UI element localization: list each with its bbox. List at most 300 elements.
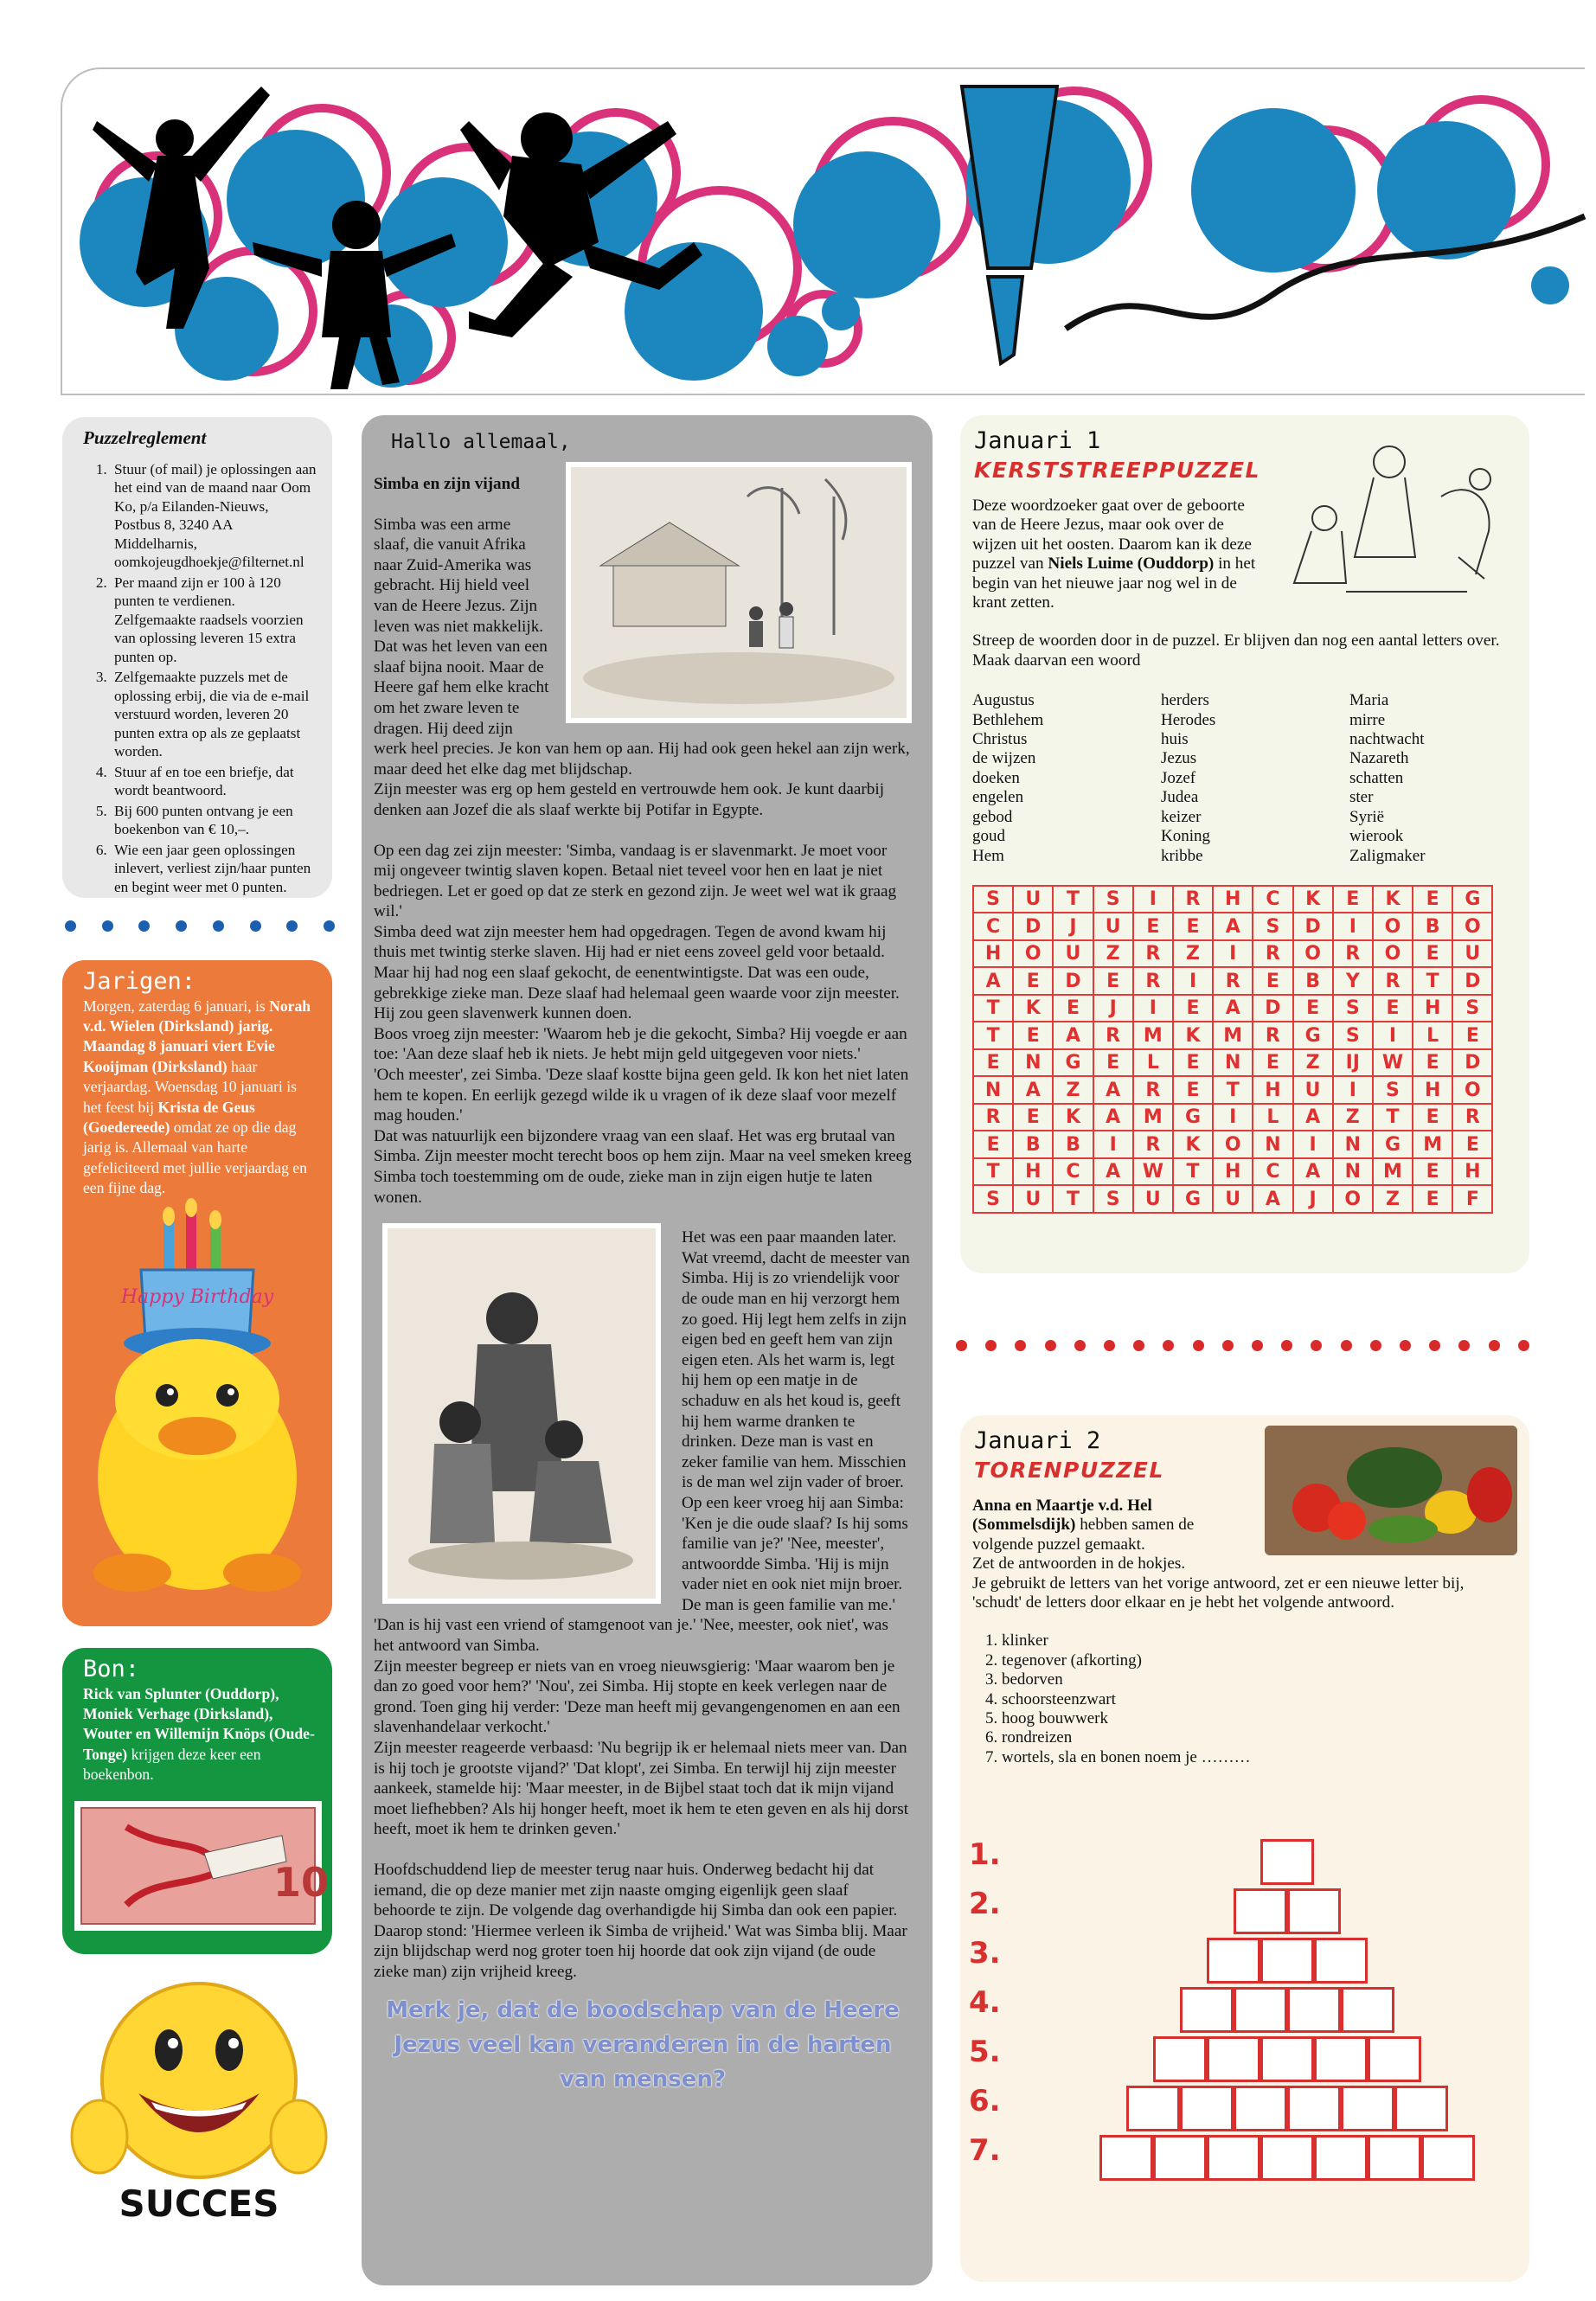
tower-box[interactable]	[1314, 2036, 1368, 2082]
tower-box[interactable]	[1180, 2086, 1234, 2131]
tower-box[interactable]	[1314, 1938, 1368, 1984]
tower-row-label: 5.	[969, 2035, 1001, 2069]
grid-cell[interactable]: M	[1374, 1159, 1413, 1187]
grid-cell[interactable]: S	[1334, 1022, 1374, 1050]
grid-cell[interactable]: C	[1253, 1159, 1293, 1187]
word-list-item: schatten	[1349, 768, 1404, 787]
word-list-item: mirre	[1349, 710, 1386, 729]
grid-cell[interactable]: H	[974, 941, 1014, 969]
grid-cell[interactable]: S	[1094, 1186, 1134, 1214]
grid-cell[interactable]: S	[974, 887, 1014, 914]
hut-sketch-image	[566, 462, 912, 723]
grid-cell[interactable]: T	[974, 996, 1014, 1023]
jan2-intro-2: Zet de antwoorden in de hokjes.	[972, 1554, 1186, 1574]
rule-text: Zelfgemaakte puzzels met de oplossing erbij, die via de e-mail verstuurd worden, leveren 20 punten extra op als ze geplaatst worden.	[114, 669, 310, 760]
grid-cell[interactable]: O	[1453, 913, 1493, 941]
succes-smiley	[69, 1964, 329, 2240]
grid-cell[interactable]: I	[1334, 1077, 1374, 1105]
rule-item	[111, 460, 318, 572]
jan2-title: TORENPUZZEL	[974, 1458, 1164, 1483]
grid-cell[interactable]: J	[1294, 1186, 1334, 1214]
grid-cell[interactable]: A	[1054, 1022, 1093, 1050]
word-list-item: goud	[972, 827, 1005, 846]
tower-row-label: 4.	[969, 1985, 1001, 2020]
grid-cell[interactable]: K	[1174, 1131, 1214, 1159]
grid-cell[interactable]: E	[1174, 913, 1214, 941]
clue-item: 5. hoog bouwwerk	[1002, 1709, 1517, 1728]
story-greeting: Hallo allemaal,	[391, 431, 571, 453]
word-list-item: Herodes	[1161, 710, 1216, 729]
grid-cell[interactable]: E	[1054, 996, 1093, 1023]
birthdays-box	[62, 960, 332, 1626]
rule-text: Per maand zijn er 100 à 120 punten te verdienen. Zelfgemaakte raadsels voorzien van oplossing leveren 15 extra punten op.	[114, 574, 304, 665]
grid-cell[interactable]: C	[1054, 1159, 1093, 1187]
rule-text: Stuur (of mail) je oplossingen aan het eind van de maand naar Oom Ko, p/a Eilanden-Nieuws, Postbus 8, 3240 AA Middelharnis, oomkojeugdhoekje@filternet.nl	[114, 460, 317, 570]
grid-cell[interactable]: H	[1214, 887, 1253, 914]
grid-cell[interactable]: Z	[1374, 1186, 1413, 1214]
voucher-title: Bon:	[83, 1656, 140, 1682]
word-list-item: ster	[1349, 788, 1374, 807]
grid-cell[interactable]: R	[1174, 887, 1214, 914]
story-body	[374, 474, 912, 1983]
word-list-item: kribbe	[1161, 846, 1203, 865]
word-list-item: Zaligmaker	[1349, 846, 1426, 865]
grid-cell[interactable]: E	[974, 1131, 1014, 1159]
grid-cell[interactable]: T	[1174, 1159, 1214, 1187]
jan1-intro-a: Deze woordzoeker gaat over de geboorte van de Heere Jezus, maar ook over de wijzen uit het oosten. Daarom kan ik deze puzzel van	[972, 497, 1252, 574]
grid-cell[interactable]: R	[1453, 1105, 1493, 1132]
birthday-text-3: omdat ze op die dag jarig is. Allemaal van harte gefeliciteerd met jullie verjaardag en een fijne dag.	[83, 1118, 307, 1197]
jan2-intro-3: Je gebruikt de letters van het vorige antwoord, zet er een nieuwe letter bij, 'schudt' de letters door elkaar en je hebt het volgende antwoord.	[972, 1574, 1465, 1612]
grid-cell[interactable]: E	[1014, 1105, 1054, 1132]
rule-item	[111, 668, 318, 761]
grid-cell[interactable]: E	[1174, 1050, 1214, 1078]
grid-cell[interactable]: N	[1214, 1050, 1253, 1078]
grid-cell[interactable]: A	[1094, 1159, 1134, 1187]
grid-cell[interactable]: Z	[1174, 941, 1214, 969]
word-list-item: Maria	[1349, 691, 1389, 710]
grid-cell[interactable]: J	[1054, 913, 1093, 941]
grid-cell[interactable]: D	[1014, 913, 1054, 941]
grid-cell[interactable]: J	[1094, 996, 1134, 1023]
jan1-word-list	[972, 691, 1517, 866]
birthday-names-1: Norah v.d. Wielen (Dirksland) jarig. Maandag 8 januari viert Evie Kooijman (Dirksland)	[83, 997, 311, 1075]
grid-cell[interactable]: D	[1453, 1050, 1493, 1078]
grid-cell[interactable]: K	[1374, 887, 1413, 914]
grid-cell[interactable]: L	[1134, 1050, 1174, 1078]
grid-cell[interactable]: G	[1174, 1186, 1214, 1214]
jan1-title: KERSTSTREEPPUZZEL	[974, 458, 1260, 483]
tower-box[interactable]	[1180, 1987, 1234, 2033]
blue-dot-divider	[65, 920, 335, 932]
puzzle-jan1	[960, 415, 1529, 1273]
rule-item	[111, 802, 318, 839]
word-list-item: Jozef	[1161, 768, 1196, 787]
story-paragraph: 'Och meester', zei Simba. 'Deze slaaf kostte bijna geen geld. Ik kon het niet laten hem te kopen. En eerlijk gezegd wilde ik u vragen of ik deze slaaf voor mezelf mag houden.'	[374, 1066, 909, 1125]
grid-cell[interactable]: N	[1253, 1131, 1293, 1159]
grid-cell[interactable]: Y	[1334, 968, 1374, 996]
header-banner	[61, 67, 1585, 395]
word-list-item: Christus	[972, 730, 1028, 749]
tower-row-label: 7.	[969, 2133, 1001, 2168]
grid-cell[interactable]: B	[1294, 968, 1334, 996]
word-search-grid	[972, 885, 1493, 1214]
grid-cell[interactable]: R	[1134, 1131, 1174, 1159]
grid-cell[interactable]: O	[1374, 941, 1413, 969]
tower-box[interactable]	[1314, 2135, 1368, 2181]
grid-cell[interactable]: A	[1094, 1077, 1134, 1105]
grid-cell[interactable]: W	[1134, 1159, 1174, 1187]
rule-text: Wie een jaar geen oplossingen inlevert, verliest zijn/haar punten en begint weer met 0 punten.	[114, 841, 311, 895]
grid-cell[interactable]: U	[1294, 1077, 1334, 1105]
tower-box[interactable]	[1099, 2135, 1153, 2181]
grid-cell[interactable]: S	[1094, 887, 1134, 914]
grid-cell[interactable]: E	[1413, 1186, 1453, 1214]
grid-cell[interactable]: A	[1214, 913, 1253, 941]
grid-cell[interactable]: B	[1014, 1131, 1054, 1159]
grid-cell[interactable]: I	[1214, 1105, 1253, 1132]
word-list-item: keizer	[1161, 807, 1202, 826]
grid-cell[interactable]: D	[1294, 913, 1334, 941]
word-list-item: Bethlehem	[972, 710, 1044, 729]
grid-cell[interactable]: L	[1253, 1105, 1293, 1132]
grid-cell[interactable]: O	[1374, 913, 1413, 941]
tower-box[interactable]	[1368, 2135, 1421, 2181]
jan2-intro-1: hebben samen de volgende puzzel gemaakt.	[972, 1516, 1195, 1554]
grid-cell[interactable]: D	[1054, 968, 1093, 996]
tower-box[interactable]	[1260, 1839, 1314, 1885]
jan2-clue-list	[972, 1631, 1517, 1767]
word-list-item: huis	[1161, 730, 1189, 749]
tower-box[interactable]	[1341, 1987, 1394, 2033]
tower-box[interactable]	[1234, 1987, 1287, 2033]
grid-cell[interactable]: K	[1054, 1105, 1093, 1132]
grid-cell[interactable]: S	[1453, 996, 1493, 1023]
clue-item: 4. schoorsteenzwart	[1002, 1690, 1517, 1709]
jan1-intro	[972, 497, 1258, 612]
rule-text: Bij 600 punten ontvang je een boekenbon van € 10,–.	[114, 802, 293, 837]
story-paragraph: Dat was natuurlijk een bijzondere vraag van een slaaf. Het was erg brutaal van Simba. Zijn meester mocht terecht boos op hem zijn. Maar na veel smeken kreeg Simba toch toestemming om de oude, zieke man in zijn eigen hutje te laten wonen.	[374, 1126, 912, 1207]
grid-cell[interactable]: H	[1014, 1159, 1054, 1187]
word-list-item: wierook	[1349, 827, 1404, 846]
grid-cell[interactable]: H	[1214, 1159, 1253, 1187]
grid-cell[interactable]: Z	[1334, 1105, 1374, 1132]
grid-cell[interactable]: A	[1253, 1186, 1293, 1214]
story-paragraph: Simba deed wat zijn meester hem had opgedragen. Tegen de avond kwam hij thuis met twintig sterke slaven. Hij had er niet eens zoveel geld voor betaald. Maar hij had nog een slaaf gekocht, de eenentwintigste. Dat was een oude, gebrekkige zieke man. Deze slaaf had helemaal geen waarde voor zijn meester. Hij zou geen slavenwerk kunnen doen.	[374, 922, 900, 1023]
rules-title: Puzzelreglement	[83, 427, 207, 448]
grid-cell[interactable]: S	[1253, 913, 1293, 941]
grid-cell[interactable]: I	[1214, 941, 1253, 969]
tower-box[interactable]	[1341, 2086, 1394, 2131]
grid-cell[interactable]: I	[1094, 1131, 1134, 1159]
tower-row-label: 1.	[969, 1837, 1001, 1872]
banner-illustration	[62, 69, 1585, 394]
grid-cell[interactable]: E	[1094, 1050, 1134, 1078]
grid-cell[interactable]: O	[1453, 1077, 1493, 1105]
voucher-box	[62, 1648, 332, 1954]
grid-cell[interactable]: S	[974, 1186, 1014, 1214]
grid-cell[interactable]: E	[1413, 887, 1453, 914]
grid-cell[interactable]: T	[1054, 1186, 1093, 1214]
grid-cell[interactable]: O	[1014, 941, 1054, 969]
jan2-date: Januari 2	[974, 1427, 1101, 1454]
tower-box[interactable]	[1260, 1938, 1314, 1984]
grid-cell[interactable]: O	[1214, 1131, 1253, 1159]
story-paragraph: Op een keer vroeg hij aan Simba: 'Ken je die oude slaaf? Is hij soms familie van je?' 'Nee, meester', antwoordde Simba. 'Hij is mijn vader niet en ook niet mijn broer. De man is geen familie van me.' 'Dan is hij vast een vriend of stamgenoot van je.' 'Nee, meester, ook niet', was het antwoord van Simba.	[374, 1493, 908, 1656]
grid-cell[interactable]: E	[1413, 941, 1453, 969]
grid-cell[interactable]: D	[1253, 996, 1293, 1023]
grid-cell[interactable]: Z	[1094, 941, 1134, 969]
grid-cell[interactable]: F	[1453, 1186, 1493, 1214]
grid-cell[interactable]: E	[1174, 996, 1214, 1023]
voucher-names: Rick van Splunter (Ouddorp), Moniek Verhage (Dirksland), Wouter en Willemijn Knöps (Oude-Tonge)	[83, 1684, 315, 1763]
tower-row-label: 2.	[969, 1887, 1001, 1921]
grid-cell[interactable]: A	[1014, 1077, 1054, 1105]
grid-cell[interactable]: A	[1214, 996, 1253, 1023]
rule-item	[111, 574, 318, 667]
grid-cell[interactable]: T	[1374, 1105, 1413, 1132]
grid-cell[interactable]: R	[1253, 941, 1293, 969]
tower-box[interactable]	[1394, 2086, 1448, 2131]
jan1-intro-b: in het begin van het nieuwe jaar nog wel in de krant zetten.	[972, 554, 1256, 612]
grid-cell[interactable]: O	[1294, 941, 1334, 969]
grid-cell[interactable]: C	[1253, 887, 1293, 914]
grid-cell[interactable]: T	[1214, 1077, 1253, 1105]
succes-text: SUCCES	[119, 2182, 279, 2225]
grid-cell[interactable]: G	[1294, 1022, 1334, 1050]
word-list-item: Hem	[972, 846, 1004, 865]
grid-cell[interactable]: E	[1253, 968, 1293, 996]
grid-cell[interactable]: A	[1294, 1105, 1334, 1132]
tower-box[interactable]	[1260, 2036, 1314, 2082]
grid-cell[interactable]: U	[1134, 1186, 1174, 1214]
tower-puzzle-grid	[969, 1832, 1522, 2282]
story-paragraph: Simba was een arme slaaf, die vanuit Afrika naar Zuid-Amerika was gebracht. Hij hield veel van de Heere Jezus. Zijn leven was niet makkelijk. Dat was het leven van een slaaf bijna nooit. Maar de Heere gaf hem elke kracht om het zware leven te dragen. Hij deed zijn werk heel precies. Je kon van hem op aan. Hij had ook geen hekel aan zijn werk, maar deed het elke dag met blijdschap.	[374, 515, 910, 779]
grid-cell[interactable]: K	[1014, 996, 1054, 1023]
birthdays-text	[78, 997, 317, 1199]
grid-cell[interactable]: I	[1134, 887, 1174, 914]
birthday-names-2: Krista de Geus (Goedereede)	[83, 1098, 255, 1136]
grid-cell[interactable]: H	[1453, 1159, 1493, 1187]
grid-cell[interactable]: T	[1413, 968, 1453, 996]
grid-cell[interactable]: E	[1294, 996, 1334, 1023]
story-paragraph: Zijn meester reageerde verbaasd: 'Nu begrijp ik er helemaal niets meer van. Dan is hij toch je grootste vijand?' 'Dat klopt', zei Simba. En terwijl hij zijn meester aankeek, stamelde hij: 'Maar meester, in de Bijbel staat toch dat ik mijn vijand moet liefhebben? Als hij honger heeft, moet ik hem te eten geven en als hij dorst heeft, moet ik hem te drinken geven.'	[374, 1739, 909, 1839]
slaves-drawing-image	[382, 1223, 661, 1604]
grid-cell[interactable]: R	[1334, 941, 1374, 969]
grid-cell[interactable]: R	[1214, 968, 1253, 996]
tower-box[interactable]	[1126, 2086, 1180, 2131]
story-paragraph: Op een dag zei zijn meester: 'Simba, vandaag is er slavenmarkt. Je moet voor mij ongeveer twintig slaven kopen. Betaal niet teveel voor hen en laat je niet bedriegen. Let er goed op dat ze sterk en gezond zijn. Je weet wel wat ik graag wil.'	[374, 841, 897, 921]
banknote-value: 10	[273, 1858, 330, 1906]
story-paragraph: Boos vroeg zijn meester: 'Waarom heb je die gekocht, Simba? Hij voegde er aan toe: 'Aan deze slaaf heb ik niets. Je hebt mijn geld uitgegeven voor niets.'	[374, 1024, 907, 1064]
word-list-item: herders	[1161, 691, 1209, 710]
grid-cell[interactable]: E	[974, 1050, 1014, 1078]
wise-men-sketch-image	[1259, 427, 1510, 600]
grid-cell[interactable]: E	[1453, 1022, 1493, 1050]
grid-cell[interactable]: T	[1054, 887, 1093, 914]
grid-cell[interactable]: U	[1214, 1186, 1253, 1214]
grid-cell[interactable]: S	[1334, 996, 1374, 1023]
tower-box[interactable]	[1153, 2036, 1207, 2082]
story-box	[362, 415, 933, 2285]
grid-cell[interactable]: S	[1374, 1077, 1413, 1105]
grid-cell[interactable]: M	[1134, 1022, 1174, 1050]
tower-box[interactable]	[1287, 1987, 1341, 2033]
grid-cell[interactable]: E	[1374, 996, 1413, 1023]
tower-box[interactable]	[1207, 2135, 1260, 2181]
word-list-item: nachtwacht	[1349, 730, 1425, 749]
grid-cell[interactable]: E	[1094, 968, 1134, 996]
rule-item	[111, 763, 318, 800]
story-moral: Merk je, dat de boodschap van de Heere Jezus veel kan veranderen in de harten van mensen?	[386, 1997, 900, 2093]
grid-cell[interactable]: B	[1413, 913, 1453, 941]
grid-cell[interactable]: E	[1413, 1105, 1453, 1132]
grid-cell[interactable]: A	[974, 968, 1014, 996]
hat-text: Happy Birthday	[120, 1285, 274, 1308]
birthday-duck-image	[80, 1209, 314, 1599]
red-dot-divider	[956, 1340, 1529, 1351]
rules-list	[76, 460, 318, 897]
grid-cell[interactable]: N	[974, 1077, 1014, 1105]
grid-cell[interactable]: T	[974, 1022, 1014, 1050]
grid-cell[interactable]: H	[1413, 1077, 1453, 1105]
story-paragraph: Zijn meester was erg op hem gesteld en vertrouwde hem ook. Je kunt daarbij denken aan Jozef die als slaaf werkte bij Potifar in Egypte.	[374, 780, 885, 819]
grid-cell[interactable]: G	[1174, 1105, 1214, 1132]
grid-cell[interactable]: W	[1374, 1050, 1413, 1078]
grid-cell[interactable]: E	[1413, 1050, 1453, 1078]
tower-box[interactable]	[1287, 2086, 1341, 2131]
word-list-item: Judea	[1161, 788, 1199, 807]
grid-cell[interactable]: E	[1453, 1131, 1493, 1159]
rule-text: Stuur af en toe een briefje, dat wordt beantwoord.	[114, 763, 294, 798]
grid-cell[interactable]: E	[1334, 887, 1374, 914]
grid-cell[interactable]: H	[1413, 996, 1453, 1023]
grid-cell[interactable]: E	[1134, 913, 1174, 941]
grid-cell[interactable]: H	[1253, 1077, 1293, 1105]
grid-cell[interactable]: T	[974, 1159, 1014, 1187]
birthday-text-2: haar verjaardag. Woensdag 10 januari is het feest bij	[83, 1057, 297, 1116]
grid-cell[interactable]: R	[1134, 1077, 1174, 1105]
grid-cell[interactable]: R	[1253, 1022, 1293, 1050]
grid-cell[interactable]: U	[1094, 913, 1134, 941]
tower-box[interactable]	[1421, 2135, 1475, 2181]
jan1-author: Niels Luime (Ouddorp)	[1048, 554, 1215, 574]
grid-cell[interactable]: G	[1453, 887, 1493, 914]
puzzle-rules	[62, 417, 332, 898]
grid-cell[interactable]: I	[1174, 968, 1214, 996]
voucher-rest: krijgen deze keer een boekenbon.	[83, 1745, 261, 1784]
grid-cell[interactable]: E	[1413, 1159, 1453, 1187]
clue-item: 3. bedorven	[1002, 1670, 1517, 1689]
grid-cell[interactable]: I	[1294, 1131, 1334, 1159]
grid-cell[interactable]: R	[1094, 1022, 1134, 1050]
grid-cell[interactable]: N	[1334, 1159, 1374, 1187]
grid-cell[interactable]: Z	[1054, 1077, 1093, 1105]
vegetables-photo	[1265, 1426, 1517, 1555]
grid-cell[interactable]: R	[1374, 968, 1413, 996]
tower-box[interactable]	[1234, 2086, 1287, 2131]
grid-cell[interactable]: C	[974, 913, 1014, 941]
tower-box[interactable]	[1153, 2135, 1207, 2181]
jan2-authors: Anna en Maartje v.d. Hel (Sommelsdijk)	[972, 1497, 1152, 1535]
grid-cell[interactable]: IJ	[1334, 1050, 1374, 1078]
grid-cell[interactable]: M	[1214, 1022, 1253, 1050]
grid-cell[interactable]: I	[1334, 913, 1374, 941]
grid-cell[interactable]: U	[1014, 1186, 1054, 1214]
word-list-item: Syrië	[1349, 807, 1385, 826]
grid-cell[interactable]: A	[1094, 1105, 1134, 1132]
banknote-image	[74, 1801, 330, 1931]
grid-cell[interactable]: K	[1174, 1022, 1214, 1050]
tower-box[interactable]	[1234, 1888, 1287, 1934]
story-paragraph: Het was een paar maanden later. Wat vreemd, dacht de meester van Simba. Hij is zo vriendelijk voor de oude man en hij verzorgt hem zo goed. Hij legt hem zelfs in zijn eigen bed en geeft hem van zijn eigen eten. Als het warm is, legt hij hem op een matje in de schaduw en als het koud is, geeft hij hem warme dranken te drinken. Deze man is vast en zeker familie van hem. Misschien is de man wel zijn vader of broer.	[682, 1228, 910, 1492]
grid-cell[interactable]: K	[1294, 887, 1334, 914]
grid-cell[interactable]: A	[1294, 1159, 1334, 1187]
grid-cell[interactable]: U	[1054, 941, 1093, 969]
tower-box[interactable]	[1207, 1938, 1260, 1984]
word-list-item: Koning	[1161, 827, 1210, 846]
grid-cell[interactable]: U	[1453, 941, 1493, 969]
story-title: Simba en zijn vijand	[374, 475, 520, 493]
grid-cell[interactable]: R	[974, 1105, 1014, 1132]
tower-box[interactable]	[1207, 2036, 1260, 2082]
grid-cell[interactable]: Z	[1294, 1050, 1334, 1078]
grid-cell[interactable]: R	[1134, 968, 1174, 996]
birthday-text-1: Morgen, zaterdag 6 januari, is	[83, 997, 270, 1015]
word-list-item: de wijzen	[972, 749, 1036, 768]
grid-cell[interactable]: G	[1054, 1050, 1093, 1078]
rule-item	[111, 841, 318, 897]
word-list-item: Jezus	[1161, 749, 1197, 768]
tower-row-label: 6.	[969, 2084, 1001, 2118]
grid-cell[interactable]: B	[1054, 1131, 1093, 1159]
tower-row-label: 3.	[969, 1936, 1001, 1971]
birthdays-title: Jarigen:	[83, 968, 196, 995]
grid-cell[interactable]: N	[1014, 1050, 1054, 1078]
tower-box[interactable]	[1260, 2135, 1314, 2181]
grid-cell[interactable]: I	[1134, 996, 1174, 1023]
clue-item: 7. wortels, sla en bonen noem je ………	[1002, 1748, 1517, 1767]
tower-box[interactable]	[1287, 1888, 1341, 1934]
word-list-item: Augustus	[972, 691, 1035, 710]
grid-cell[interactable]: O	[1334, 1186, 1374, 1214]
grid-cell[interactable]: D	[1453, 968, 1493, 996]
grid-cell[interactable]: M	[1134, 1105, 1174, 1132]
puzzle-jan2	[960, 1415, 1529, 2282]
grid-cell[interactable]: E	[1253, 1050, 1293, 1078]
clue-item: 2. tegenover (afkorting)	[1002, 1651, 1517, 1670]
story-paragraph: Hoofdschuddend liep de meester terug naar huis. Onderweg bedacht hij dat iemand, die op deze manier met zijn naaste omging eigenlijk geen slaaf behoorde te zijn. De volgende dag overhandigde hij Simba dan ook een papier. Daarop stond: 'Hiermee verleen ik Simba de vrijheid.' Wat was Simba blij. Maar zijn blijdschap werd nog groter toen hij hoorde dat ook zijn vijand (de oude zieke man) zijn vrijheid kreeg.	[374, 1861, 907, 1981]
grid-cell[interactable]: N	[1334, 1131, 1374, 1159]
clue-item: 6. rondreizen	[1002, 1728, 1517, 1747]
voucher-text	[78, 1684, 317, 1785]
grid-cell[interactable]: L	[1413, 1022, 1453, 1050]
grid-cell[interactable]: E	[1014, 1022, 1054, 1050]
jan1-instruction: Streep de woorden door in de puzzel. Er blijven dan nog een aantal letters over. Maak daarvan een woord	[972, 631, 1500, 670]
grid-cell[interactable]: M	[1413, 1131, 1453, 1159]
grid-cell[interactable]: G	[1374, 1131, 1413, 1159]
grid-cell[interactable]: E	[1174, 1077, 1214, 1105]
tower-box[interactable]	[1368, 2036, 1421, 2082]
word-list-item: doeken	[972, 768, 1020, 787]
grid-cell[interactable]: I	[1374, 1022, 1413, 1050]
grid-cell[interactable]: E	[1014, 968, 1054, 996]
grid-cell[interactable]: U	[1014, 887, 1054, 914]
story-paragraph: Zijn meester begreep er niets van en vroeg nieuwsgierig: 'Maar waarom ben je dan zo goed voor hem?' 'Nou', zei Simba. Hij stopte en keek verlegen naar de grond. Toen ging hij verder: 'Deze man heeft mij gevangengenomen en aan een slavenhandelaar verkocht.'	[374, 1657, 901, 1737]
word-list-item: Nazareth	[1349, 749, 1409, 768]
jan1-date: Januari 1	[974, 427, 1101, 454]
grid-cell[interactable]: R	[1134, 941, 1174, 969]
